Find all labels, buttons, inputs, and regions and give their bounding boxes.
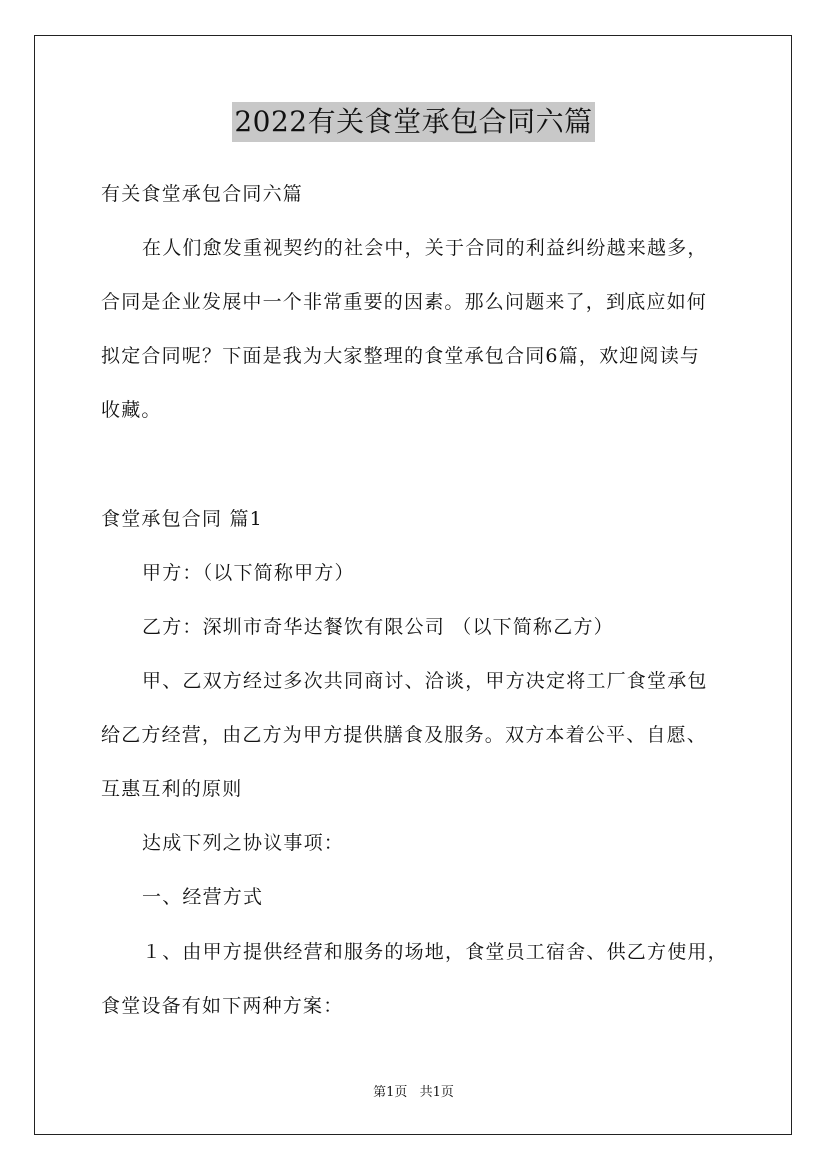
page-number: 第1页 — [373, 1085, 408, 1100]
intro-line-3: 拟定合同呢？下面是我为大家整理的食堂承包合同6篇，欢迎阅读与 — [101, 345, 701, 367]
intro-line-4: 收藏。 — [101, 399, 162, 421]
party-a-line: 甲方：（以下简称甲方） — [142, 562, 355, 584]
party-b-line: 乙方：深圳市奇华达餐饮有限公司 （以下简称乙方） — [142, 616, 614, 638]
section-heading: 食堂承包合同 篇1 — [101, 508, 263, 530]
agreement-line: 达成下列之协议事项： — [142, 832, 345, 854]
body-line-1: 甲、乙双方经过多次共同商讨、洽谈，甲方决定将工厂食堂承包 — [142, 670, 708, 692]
document-subtitle: 有关食堂承包合同六篇 — [101, 183, 304, 205]
item-1-line-2: 食堂设备有如下两种方案： — [101, 995, 344, 1017]
item-1-line-1: １、由甲方提供经营和服务的场地，食堂员工宿舍、供乙方使用， — [142, 941, 728, 963]
body-line-3: 互惠互利的原则 — [101, 778, 243, 800]
document-title: 2022有关食堂承包合同六篇 — [232, 102, 594, 142]
intro-line-2: 合同是企业发展中一个非常重要的因素。那么问题来了，到底应如何 — [101, 291, 708, 313]
page-footer — [0, 1084, 827, 1102]
intro-line-1: 在人们愈发重视契约的社会中，关于合同的利益纠纷越来越多， — [142, 237, 708, 259]
page-total: 共1页 — [419, 1085, 454, 1100]
title-container — [0, 102, 827, 142]
item-heading: 一、经营方式 — [142, 886, 264, 908]
body-line-2: 给乙方经营，由乙方为甲方提供膳食及服务。双方本着公平、自愿、 — [101, 724, 708, 746]
